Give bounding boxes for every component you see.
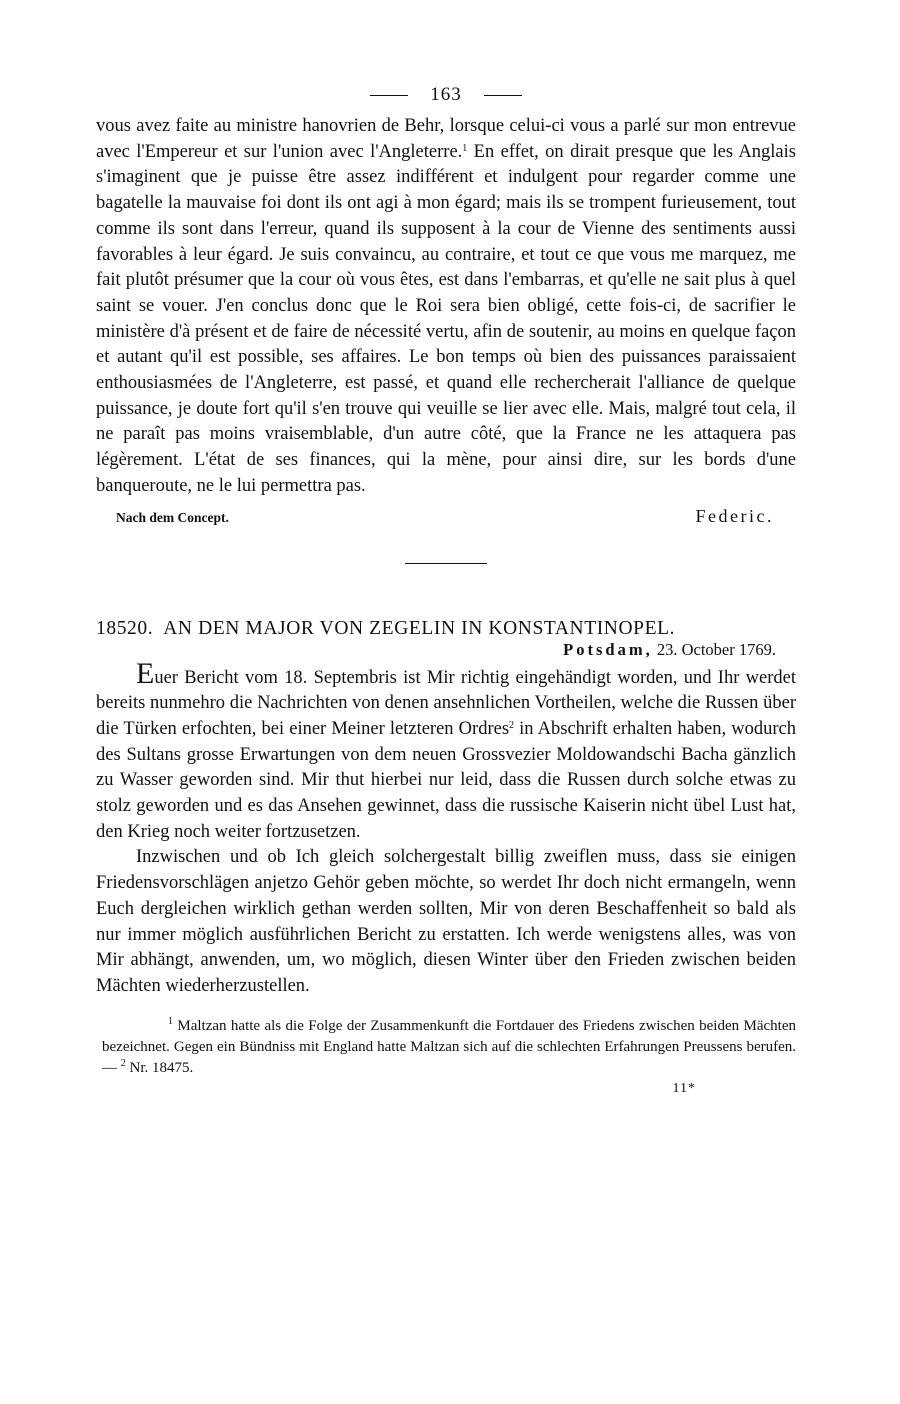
- dateline: [96, 640, 776, 660]
- letter2-heading: [96, 618, 796, 640]
- letter2-paragraph-2: Inzwischen und ob Ich gleich solchergestalt billig zweiflen muss, dass sie einigen Friedensvorschlägen anjetzo Gehör geben möchte, so werdet Ihr doch nicht ermangeln, wenn Euch dergleichen wirklich gethan werden sollten, Mir von deren Beschaffenheit so bald als nur immer möglich ausführlichen Bericht zu erstatten. Ich werde wenigstens alles, was von Mir abhängt, anwenden, um, wo möglich, diesen Winter über den Frieden zwischen beiden Mächten wiederherzustellen.: [96, 847, 796, 996]
- letter1-body-part1: vous avez faite au ministre hanovrien de Behr, lorsque celui-ci vous a parlé sur mon entrevue avec l'Empereur et sur l'union avec l'Angleterre.: [96, 116, 796, 162]
- letter2-p1-part1: uer Bericht vom 18. Septembris ist Mir richtig eingehändigt worden, und Ihr werdet bereits nunmehro die Nachrichten von denen ansehnlichen Vortheilen, welche die Russen über die Türken erfochten, bei einer Meiner letzteren Ordres: [96, 667, 796, 739]
- footnote-mark-2: 2: [120, 1057, 126, 1069]
- letter1-closing: [96, 506, 796, 527]
- letter1-body: [96, 114, 796, 500]
- page-number: 163: [430, 84, 462, 105]
- letter1-body-part2: En effet, on dirait presque que les Anglais s'imaginent que je puisse être assez indifférent et indulgent pour regarder comme une bagatelle la mauvaise foi dont ils ont agi à mon égard; mais ils se trompent furieusement, tout comme ils sont dans l'erreur, quand ils supposent à la cour de Vienne des sentiments aussi favorables à leur égard. Je suis convaincu, au contraire, et tout ce que vous me marquez, me fait plutôt présumer que la cour où vous êtes, est dans l'embarras, et qu'elle ne sait plus à quel saint se vouer. J'en conclus donc que le Roi sera bien obligé, cette fois-ci, de sacrifier le ministère d'à présent et de faire de nécessité vertu, afin de soutenir, au moins en quelque façon et autant qu'il est possible, ses affaires. Le bon temps où bien des puissances paraissaient enthousiasmées de l'Angleterre, est passé, et quand elle rechercherait l'alliance de quelque puissance, je doute fort qu'il s'en trouve qui veuille se lier avec elle. Mais, malgré tout cela, il ne paraît pas moins vraisemblable, d'un autre côté, que la France ne les attaquera pas légèrement. L'état de ses finances, qui la mène, pour ainsi dire, sur les bords d'une banqueroute, ne le lui permettra pas.: [96, 141, 796, 496]
- section-divider: [405, 563, 487, 564]
- dateline-place: Potsdam,: [563, 639, 653, 659]
- footnotes: [96, 1016, 796, 1079]
- header-dash-left: [370, 95, 408, 96]
- footnote-ref-2[interactable]: 2: [509, 719, 515, 731]
- signature: Federic.: [695, 505, 774, 526]
- dateline-date: 23. October 1769.: [656, 639, 776, 659]
- letter2-p1-part2: in Abschrift erhalten haben, wodurch des Sultans grosse Erwartungen von dem neuen Grossvezier Moldowandschi Bacha gänzlich zu Wasser geworden sind. Mir thut hierbei nur leid, dass die Russen durch solche etwas zu stolz geworden und es das Ansehen gewinnet, dass die russische Kaiserin nicht übel Lust hat, den Krieg noch weiter fortzusetzen.: [96, 718, 796, 842]
- page-content: [96, 84, 796, 1097]
- page-header: [96, 84, 796, 106]
- letter-title: AN DEN MAJOR VON ZEGELIN IN KONSTANTINOPEL.: [163, 617, 676, 639]
- footnote-2-text: Nr. 18475.: [125, 1059, 194, 1076]
- source-note: Nach dem Concept.: [116, 509, 229, 525]
- initial-letter: E: [136, 656, 155, 690]
- footnote-ref-1[interactable]: 1: [462, 142, 468, 154]
- footnote-1: [102, 1016, 796, 1079]
- printer-signature-mark: 11*: [672, 1080, 696, 1096]
- header-dash-right: [484, 95, 522, 96]
- letter2-paragraph-1: [96, 656, 796, 846]
- footnote-mark-1: 1: [168, 1015, 173, 1027]
- letter-number: 18520.: [96, 617, 154, 639]
- footnote-1-text: Maltzan hatte als die Folge der Zusammenkunft die Fortdauer des Friedens zwischen beiden Mächten bezeichnet. Gegen ein Bündniss mit England hatte Maltzan sich auf die schlechten Erfahrungen Preussens berufen. —: [102, 1017, 796, 1076]
